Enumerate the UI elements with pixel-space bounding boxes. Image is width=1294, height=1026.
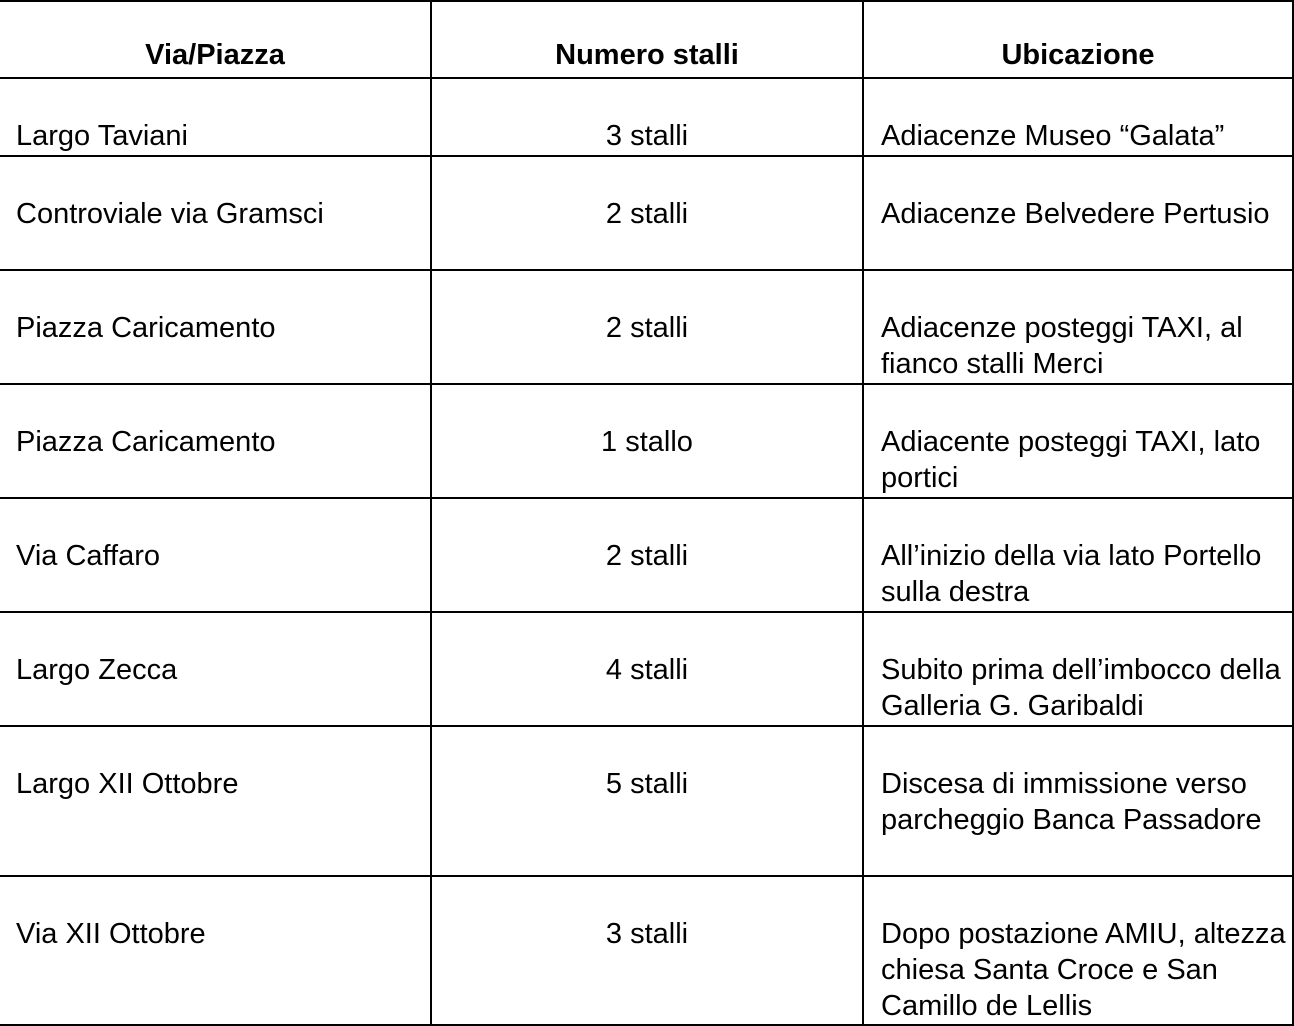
cell-text: Largo Taviani	[16, 120, 188, 152]
cell-stalli	[430, 385, 862, 497]
cell-via	[0, 79, 430, 155]
cell-text: Via XII Ottobre	[16, 918, 206, 950]
cell-stalli	[430, 727, 862, 875]
table-header-row	[0, 0, 1294, 79]
cell-text: Largo XII Ottobre	[16, 768, 239, 800]
cell-text: 1 stallo	[601, 426, 693, 458]
cell-via	[0, 385, 430, 497]
cell-ubicazione	[862, 727, 1294, 875]
cell-ubicazione	[862, 613, 1294, 725]
cell-via	[0, 613, 430, 725]
table-row	[0, 499, 1294, 613]
cell-ubicazione	[862, 385, 1294, 497]
header-label: Numero stalli	[555, 39, 739, 71]
cell-stalli	[430, 271, 862, 383]
cell-stalli	[430, 877, 862, 1024]
cell-ubicazione	[862, 271, 1294, 383]
cell-text: 3 stalli	[605, 120, 689, 152]
table-row	[0, 727, 1294, 877]
cell-text: Adiacente posteggi TAXI, lato portici	[881, 426, 1261, 494]
cell-text: 4 stalli	[605, 654, 689, 686]
cell-text: Adiacenze Museo “Galata”	[881, 120, 1225, 152]
cell-stalli	[430, 499, 862, 611]
cell-text: Piazza Caricamento	[16, 426, 276, 458]
cell-via	[0, 157, 430, 269]
cell-stalli	[430, 79, 862, 155]
cell-ubicazione	[862, 79, 1294, 155]
cell-text: 3 stalli	[605, 918, 689, 950]
cell-text: Adiacenze posteggi TAXI, al fianco stalli Merci	[881, 312, 1243, 380]
cell-stalli	[430, 157, 862, 269]
header-label: Ubicazione	[1001, 39, 1155, 71]
cell-ubicazione	[862, 499, 1294, 611]
cell-text: Largo Zecca	[16, 654, 178, 686]
cell-text: Adiacenze Belvedere Pertusio	[881, 198, 1270, 230]
cell-ubicazione	[862, 157, 1294, 269]
cell-text: Controviale via Gramsci	[16, 198, 324, 230]
cell-text: 2 stalli	[605, 312, 689, 344]
table-row	[0, 877, 1294, 1026]
cell-ubicazione	[862, 877, 1294, 1024]
cell-text: Dopo postazione AMIU, altezza chiesa Santa Croce e San Camillo de Lellis	[881, 918, 1286, 1022]
cell-via	[0, 877, 430, 1024]
table-row	[0, 79, 1294, 157]
table-row	[0, 271, 1294, 385]
cell-text: Piazza Caricamento	[16, 312, 276, 344]
cell-via	[0, 727, 430, 875]
header-label: Via/Piazza	[145, 39, 285, 71]
cell-stalli	[430, 613, 862, 725]
cell-text: Discesa di immissione verso parcheggio Banca Passadore	[881, 768, 1262, 836]
table-row	[0, 157, 1294, 271]
cell-via	[0, 271, 430, 383]
table-row	[0, 385, 1294, 499]
cell-text: 2 stalli	[605, 540, 689, 572]
cell-via	[0, 499, 430, 611]
cell-text: Subito prima dell’imbocco della Galleria G. Garibaldi	[881, 654, 1281, 722]
cell-text: 2 stalli	[605, 198, 689, 230]
header-numero-stalli	[430, 0, 862, 77]
cell-text: All’inizio della via lato Portello sulla destra	[881, 540, 1262, 608]
header-ubicazione	[862, 0, 1294, 77]
cell-text: 5 stalli	[605, 768, 689, 800]
cell-text: Via Caffaro	[16, 540, 161, 572]
header-via-piazza	[0, 0, 430, 77]
table-row	[0, 613, 1294, 727]
